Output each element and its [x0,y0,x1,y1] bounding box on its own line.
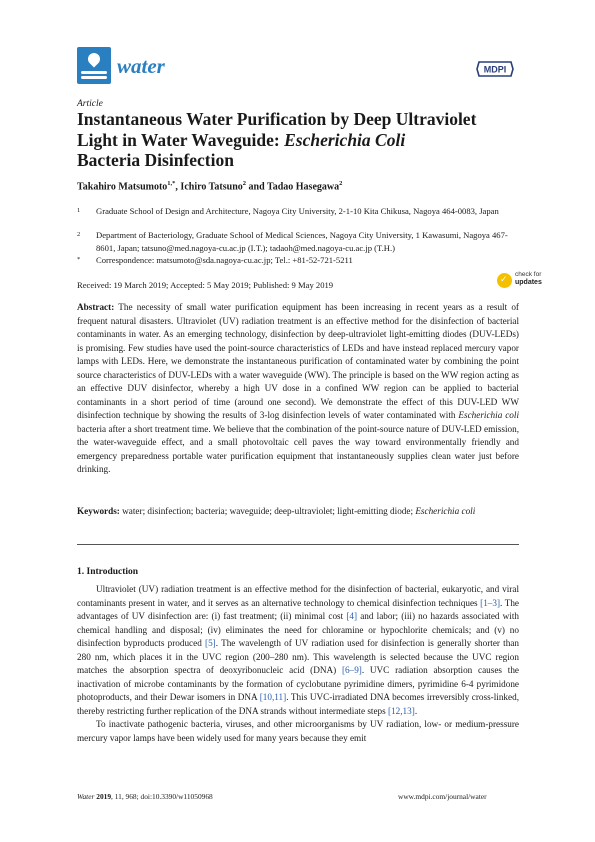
publication-dates: Received: 19 March 2019; Accepted: 5 May 2019; Published: 9 May 2019 [77,280,334,290]
author-list: Takahiro Matsumoto$^{1,*}$, Ichiro Tatsuno$^2$ and Tadao Hasegawa$^2$ [77,180,343,193]
paragraph-2: To inactivate pathogenic bacteria, viruses, and other microorganisms by UV radiation, low- or medium-pressure mercury vapor lamps have been widely used for many years because they emit [77,719,519,743]
citation-link[interactable]: [12,13] [388,705,415,716]
section-divider [77,544,519,545]
keywords: Keywords: water; disinfection; bacteria; waveguide; deep-ultraviolet; light-emitting diode; Escherichia coli [77,506,476,516]
affiliation-2: 2 Department of Bacteriology, Graduate School of Medical Sciences, Nagoya City University, 1 Kawasumi, Nagoya 467-8601, Japan; tatsuno@med.nagoya-cu.ac.jp (I.T.); tadaoh@med.nagoya-cu.ac.jp (T.H.) [77,230,508,253]
check-updates-icon: ✓ [497,273,512,288]
correspondence: * Correspondence: matsumoto@sda.nagoya-cu.ac.jp; Tel.: +81-52-721-5211 [77,255,353,265]
body-text [77,583,519,745]
article-title: Instantaneous Water Purification by Deep Ultraviolet Light in Water Waveguide: Escherichia Coli Bacteria Disinfection [77,109,477,170]
journal-name: water [117,54,165,78]
journal-logo-icon [77,47,111,84]
check-for-updates-button[interactable]: ✓ check for updates [497,271,542,293]
section-heading-introduction: 1. Introduction [77,567,139,577]
citation-link[interactable]: [10,11] [259,692,287,702]
footer-journal-url[interactable]: www.mdpi.com/journal/water [398,792,487,801]
citation-link[interactable]: [1–3] [480,597,501,608]
citation-link[interactable]: [5] [205,638,216,648]
paragraph-1: Ultraviolet (UV) radiation treatment is an effective method for the disinfection of bacterial, eukaryotic, and viral contaminants present in water, and it serves as an alternative technology to chemical disinfection techniques [1–3]. The advantages of UV disinfection are: (i) fast treatment; (ii) minimal cost [4] and labor; (iii) no hazards associated with chemical handling and disposal; (iv) eliminates the need for chloramine or hypochlorite chemicals; and (v) no disinfection byproducts produced [5]. The wavelength of UV radiation used for disinfection is generally shorter than 280 nm, which places it in the UVC region (200–280 nm). This wavelength is selected because the UVC region matches the absorption spectra of deoxyribonucleic acid (DNA) [6–9]. UVC radiation absorption causes the inactivation of microbe contaminants by the formation of cyclobutane pyrimidine dimers, pyrimidine 6-4 pyrimidone photoproducts, and their Dewar isomers in DNA [10,11]. This UVC-irradiated DNA becomes irreversibly cross-linked, thereby restricting further replication of the DNA strands without intermediate steps [12,13]. [77,584,520,716]
citation-link[interactable]: [4] [346,611,358,621]
mdpi-logo-icon [475,58,515,80]
citation-link[interactable]: [6–9] [341,665,362,675]
article-type: Article [77,99,103,109]
publisher-name: MDPI [483,64,507,75]
affiliation-1: 1 Graduate School of Design and Architecture, Nagoya City University, 2-1-10 Kita Chikusa, Nagoya 464-0083, Japan [77,206,499,216]
abstract: Abstract: The necessity of small water purification equipment has been increasing in recent years as a result of frequent natural disasters. Ultraviolet (UV) radiation treatment is an effective method for the disinfection of bacterial contaminants in water. As an emerging technology, disinfection by deep-ultraviolet light-emitting diodes (DUV-LEDs) is promising. Few studies have used the point-source characteristics of LEDs and have instead replaced mercury vapor lamps with LEDs. Here, we demonstrate the instantaneous purification of contaminated water by combining the point source characteristics of DUV-LEDs with a water waveguide (WW). The principle is based on the WW region acting as an effective DUV disinfector, whereby a high UV dose in a confined WW region can be applied to bacterial contaminants in a short period of time (around one second). We demonstrate the effect of this DUV-LED WW disinfection technique by showing the results of 3-log disinfection levels of water contaminated with Escherichia coli bacteria after a short treatment time. We believe that the combination of the point-source nature of DUV-LED emission, the water-waveguide effect, and a small photovoltaic cell paves the way toward environmentally friendly and emergency preparedness portable water purification equipment that instantaneously supplies clean water just before drinking. [77,302,519,474]
footer-citation: Water 2019, 11, 968; doi:10.3390/w11050968 [77,792,213,801]
